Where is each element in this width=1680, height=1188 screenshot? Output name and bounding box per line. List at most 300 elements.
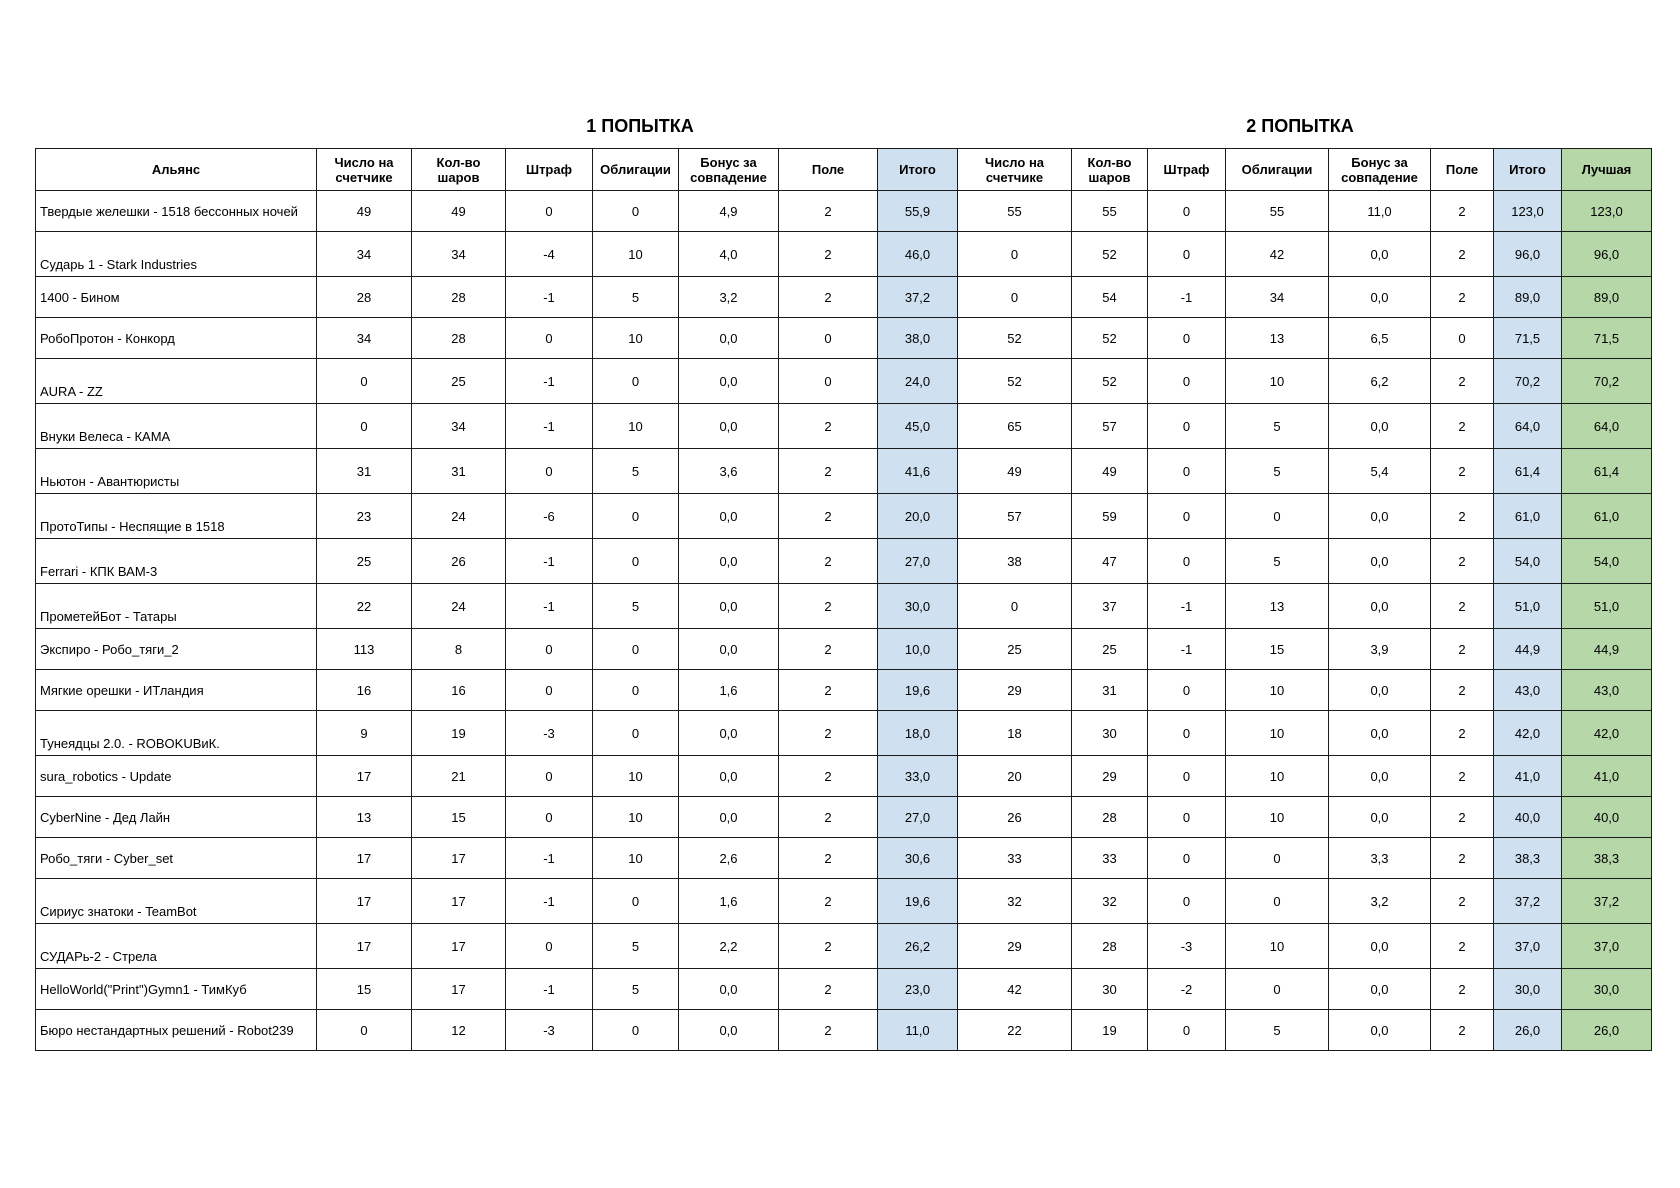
attempt-2-balls-cell: 52: [1072, 359, 1148, 404]
attempt-1-field-cell: 2: [779, 670, 878, 711]
attempt-2-bonds-cell: 5: [1226, 539, 1329, 584]
attempt-1-penalty-cell: -6: [506, 494, 593, 539]
attempt-1-counter-cell: 17: [317, 924, 412, 969]
attempt-1-balls-cell: 17: [412, 879, 506, 924]
attempt-1-field-cell: 2: [779, 879, 878, 924]
attempt-2-bonus-cell: 0,0: [1329, 584, 1431, 629]
attempt-1-penalty-cell: 0: [506, 797, 593, 838]
attempt-2-total-cell: 123,0: [1494, 191, 1562, 232]
attempt-1-field-cell: 2: [779, 584, 878, 629]
table-row: [36, 539, 1652, 584]
alliance-name: Твердые желешки - 1518 бессонных ночей: [36, 191, 317, 232]
attempt-2-total-cell: 38,3: [1494, 838, 1562, 879]
attempt-2-field-cell: 2: [1431, 711, 1494, 756]
attempt-1-counter-cell: 34: [317, 318, 412, 359]
attempt-1-bonus-cell: 0,0: [679, 494, 779, 539]
attempt-2-total-cell: 70,2: [1494, 359, 1562, 404]
alliance-name: ПрометейБот - Татары: [36, 584, 317, 629]
attempt-2-penalty-cell: 0: [1148, 838, 1226, 879]
attempt-2-counter-cell: 0: [958, 277, 1072, 318]
attempt-1-penalty-cell: 0: [506, 756, 593, 797]
attempt-1-balls-cell: 21: [412, 756, 506, 797]
header-balls-2: Кол-во шаров: [1072, 149, 1148, 191]
attempt-2-counter-cell: 0: [958, 232, 1072, 277]
table-row: [36, 797, 1652, 838]
best-score-cell: 30,0: [1562, 969, 1652, 1010]
attempt-1-total-cell: 30,6: [878, 838, 958, 879]
attempt-1-penalty-cell: -3: [506, 711, 593, 756]
alliance-name: Внуки Велеса - КАМА: [36, 404, 317, 449]
attempt-2-field-cell: 2: [1431, 924, 1494, 969]
attempt-2-total-cell: 51,0: [1494, 584, 1562, 629]
attempt-2-total-cell: 30,0: [1494, 969, 1562, 1010]
attempt-2-field-cell: 0: [1431, 318, 1494, 359]
attempt-1-field-cell: 2: [779, 924, 878, 969]
attempt-1-total-cell: 55,9: [878, 191, 958, 232]
attempt-1-balls-cell: 24: [412, 584, 506, 629]
best-score-cell: 37,0: [1562, 924, 1652, 969]
attempt-1-total-cell: 23,0: [878, 969, 958, 1010]
header-bonus-2: Бонус за совпадение: [1329, 149, 1431, 191]
attempt-2-field-cell: 2: [1431, 756, 1494, 797]
attempt-2-bonds-cell: 42: [1226, 232, 1329, 277]
attempt-1-field-cell: 2: [779, 969, 878, 1010]
attempt-2-balls-cell: 49: [1072, 449, 1148, 494]
attempt-2-balls-cell: 30: [1072, 969, 1148, 1010]
attempt-1-total-cell: 20,0: [878, 494, 958, 539]
alliance-name: СУДАРь-2 - Стрела: [36, 924, 317, 969]
best-score-cell: 64,0: [1562, 404, 1652, 449]
attempt-1-bonds-cell: 0: [593, 1010, 679, 1051]
attempt-1-counter-cell: 17: [317, 879, 412, 924]
attempt-1-field-cell: 2: [779, 539, 878, 584]
attempt-1-bonus-cell: 4,9: [679, 191, 779, 232]
header-total-1: Итого: [878, 149, 958, 191]
attempt-1-counter-cell: 13: [317, 797, 412, 838]
attempt-2-balls-cell: 28: [1072, 797, 1148, 838]
attempt-1-penalty-cell: 0: [506, 191, 593, 232]
attempt-2-penalty-cell: 0: [1148, 404, 1226, 449]
attempt-1-counter-cell: 17: [317, 838, 412, 879]
attempt-2-total-cell: 54,0: [1494, 539, 1562, 584]
alliance-name: AURA - ZZ: [36, 359, 317, 404]
attempt-1-counter-cell: 16: [317, 670, 412, 711]
attempt-2-penalty-cell: 0: [1148, 318, 1226, 359]
alliance-name: 1400 - Бином: [36, 277, 317, 318]
alliance-name: Ньютон - Авантюристы: [36, 449, 317, 494]
attempt-1-counter-cell: 28: [317, 277, 412, 318]
attempt-2-title: 2 ПОПЫТКА: [1246, 116, 1354, 136]
attempt-2-balls-cell: 19: [1072, 1010, 1148, 1051]
attempt-2-bonds-cell: 10: [1226, 797, 1329, 838]
attempt-2-total-cell: 42,0: [1494, 711, 1562, 756]
attempt-2-balls-cell: 54: [1072, 277, 1148, 318]
attempt-1-bonds-cell: 0: [593, 494, 679, 539]
table-row: [36, 879, 1652, 924]
attempt-1-bonus-cell: 0,0: [679, 711, 779, 756]
attempt-1-total-cell: 46,0: [878, 232, 958, 277]
attempt-1-bonus-cell: 0,0: [679, 756, 779, 797]
header-total-2: Итого: [1494, 149, 1562, 191]
attempt-1-bonus-cell: 0,0: [679, 318, 779, 359]
attempt-2-counter-cell: 22: [958, 1010, 1072, 1051]
attempt-2-field-cell: 2: [1431, 629, 1494, 670]
attempt-2-bonds-cell: 10: [1226, 711, 1329, 756]
attempt-1-bonds-cell: 0: [593, 191, 679, 232]
attempt-1-bonus-cell: 4,0: [679, 232, 779, 277]
attempt-1-balls-cell: 16: [412, 670, 506, 711]
best-score-cell: 71,5: [1562, 318, 1652, 359]
attempt-2-penalty-cell: 0: [1148, 232, 1226, 277]
attempt-2-balls-cell: 29: [1072, 756, 1148, 797]
attempt-2-counter-cell: 52: [958, 318, 1072, 359]
header-counter-1: Число на счетчике: [317, 149, 412, 191]
attempt-2-field-cell: 2: [1431, 969, 1494, 1010]
attempt-2-balls-cell: 30: [1072, 711, 1148, 756]
attempt-1-counter-cell: 22: [317, 584, 412, 629]
attempt-1-bonus-cell: 2,2: [679, 924, 779, 969]
attempt-2-bonds-cell: 0: [1226, 879, 1329, 924]
attempt-2-field-cell: 2: [1431, 494, 1494, 539]
attempt-2-penalty-cell: 0: [1148, 359, 1226, 404]
table-row: [36, 838, 1652, 879]
attempt-1-field-cell: 0: [779, 359, 878, 404]
attempt-1-bonds-cell: 0: [593, 539, 679, 584]
attempt-1-bonds-cell: 5: [593, 924, 679, 969]
attempt-2-bonus-cell: 11,0: [1329, 191, 1431, 232]
header-bonus-1: Бонус за совпадение: [679, 149, 779, 191]
alliance-name: Сударь 1 - Stark Industries: [36, 232, 317, 277]
attempt-1-bonds-cell: 10: [593, 756, 679, 797]
attempt-2-total-cell: 61,0: [1494, 494, 1562, 539]
attempt-2-bonus-cell: 3,9: [1329, 629, 1431, 670]
table-row: [36, 969, 1652, 1010]
header-penalty-2: Штраф: [1148, 149, 1226, 191]
attempt-2-bonds-cell: 0: [1226, 969, 1329, 1010]
table-row: [36, 318, 1652, 359]
attempt-1-penalty-cell: -1: [506, 359, 593, 404]
table-row: [36, 584, 1652, 629]
attempt-1-total-cell: 26,2: [878, 924, 958, 969]
attempt-1-bonus-cell: 3,6: [679, 449, 779, 494]
attempt-2-counter-cell: 57: [958, 494, 1072, 539]
attempt-1-field-cell: 2: [779, 277, 878, 318]
best-score-cell: 38,3: [1562, 838, 1652, 879]
alliance-name: Тунеядцы 2.0. - ROBOKUВиК.: [36, 711, 317, 756]
attempt-1-bonds-cell: 5: [593, 584, 679, 629]
attempt-2-bonds-cell: 10: [1226, 359, 1329, 404]
attempt-1-field-cell: 2: [779, 1010, 878, 1051]
attempt-2-total-cell: 43,0: [1494, 670, 1562, 711]
attempt-2-penalty-cell: -1: [1148, 584, 1226, 629]
attempt-1-bonds-cell: 10: [593, 404, 679, 449]
results-table: [35, 148, 1652, 1051]
attempt-2-counter-cell: 20: [958, 756, 1072, 797]
attempt-2-penalty-cell: 0: [1148, 797, 1226, 838]
table-row: [36, 756, 1652, 797]
attempt-1-field-cell: 2: [779, 797, 878, 838]
attempt-1-balls-cell: 26: [412, 539, 506, 584]
attempt-1-penalty-cell: -1: [506, 277, 593, 318]
alliance-name: sura_robotics - Update: [36, 756, 317, 797]
attempt-1-bonds-cell: 5: [593, 969, 679, 1010]
attempt-2-counter-cell: 42: [958, 969, 1072, 1010]
attempt-1-counter-cell: 15: [317, 969, 412, 1010]
attempt-2-penalty-cell: 0: [1148, 879, 1226, 924]
best-score-cell: 70,2: [1562, 359, 1652, 404]
attempt-1-total-cell: 19,6: [878, 670, 958, 711]
attempt-1-penalty-cell: 0: [506, 670, 593, 711]
attempt-2-total-cell: 40,0: [1494, 797, 1562, 838]
attempt-1-penalty-cell: 0: [506, 318, 593, 359]
attempt-2-balls-cell: 37: [1072, 584, 1148, 629]
attempt-1-balls-cell: 24: [412, 494, 506, 539]
attempt-2-counter-cell: 25: [958, 629, 1072, 670]
attempt-1-balls-cell: 25: [412, 359, 506, 404]
attempt-1-field-cell: 2: [779, 711, 878, 756]
attempt-1-title: 1 ПОПЫТКА: [586, 116, 694, 136]
attempt-1-counter-cell: 34: [317, 232, 412, 277]
attempt-1-counter-cell: 49: [317, 191, 412, 232]
attempt-1-balls-cell: 15: [412, 797, 506, 838]
best-score-cell: 61,0: [1562, 494, 1652, 539]
best-score-cell: 43,0: [1562, 670, 1652, 711]
attempt-2-total-cell: 96,0: [1494, 232, 1562, 277]
attempt-1-bonds-cell: 0: [593, 879, 679, 924]
header-alliance: Альянс: [36, 149, 317, 191]
header-field-1: Поле: [779, 149, 878, 191]
attempt-2-bonus-cell: 0,0: [1329, 756, 1431, 797]
attempt-2-bonds-cell: 5: [1226, 404, 1329, 449]
attempt-2-balls-cell: 52: [1072, 318, 1148, 359]
attempt-2-bonus-cell: 3,2: [1329, 879, 1431, 924]
attempt-1-bonus-cell: 1,6: [679, 879, 779, 924]
attempt-2-field-cell: 2: [1431, 797, 1494, 838]
attempt-1-field-cell: 0: [779, 318, 878, 359]
attempt-1-penalty-cell: -1: [506, 969, 593, 1010]
attempt-1-balls-cell: 34: [412, 404, 506, 449]
attempt-1-penalty-cell: 0: [506, 924, 593, 969]
attempt-2-penalty-cell: 0: [1148, 711, 1226, 756]
attempt-2-counter-cell: 32: [958, 879, 1072, 924]
attempt-2-field-cell: 2: [1431, 191, 1494, 232]
header-row: [36, 149, 1652, 191]
attempt-2-bonus-cell: 0,0: [1329, 924, 1431, 969]
table-row: [36, 924, 1652, 969]
attempt-2-bonds-cell: 10: [1226, 670, 1329, 711]
table-row: [36, 359, 1652, 404]
attempt-1-field-cell: 2: [779, 191, 878, 232]
attempt-2-counter-cell: 26: [958, 797, 1072, 838]
attempt-2-counter-cell: 0: [958, 584, 1072, 629]
attempt-1-counter-cell: 0: [317, 359, 412, 404]
table-row: [36, 277, 1652, 318]
attempt-2-penalty-cell: 0: [1148, 670, 1226, 711]
attempt-2-counter-cell: 33: [958, 838, 1072, 879]
attempt-2-bonds-cell: 5: [1226, 449, 1329, 494]
alliance-name: CyberNine - Дед Лайн: [36, 797, 317, 838]
attempt-1-bonus-cell: 0,0: [679, 539, 779, 584]
alliance-name: РобоПротон - Конкорд: [36, 318, 317, 359]
attempt-1-field-cell: 2: [779, 449, 878, 494]
attempt-1-balls-cell: 17: [412, 838, 506, 879]
header-balls-1: Кол-во шаров: [412, 149, 506, 191]
attempt-2-bonds-cell: 34: [1226, 277, 1329, 318]
attempt-2-counter-cell: 38: [958, 539, 1072, 584]
attempt-2-bonds-cell: 0: [1226, 494, 1329, 539]
best-score-cell: 123,0: [1562, 191, 1652, 232]
alliance-name: Бюро нестандартных решений - Robot239: [36, 1010, 317, 1051]
attempt-2-total-cell: 71,5: [1494, 318, 1562, 359]
alliance-name: HelloWorld("Print")Gymn1 - ТимКуб: [36, 969, 317, 1010]
attempt-2-bonus-cell: 0,0: [1329, 711, 1431, 756]
attempt-1-penalty-cell: -1: [506, 838, 593, 879]
attempt-2-counter-cell: 29: [958, 670, 1072, 711]
alliance-name: Мягкие орешки - ИТландия: [36, 670, 317, 711]
attempt-1-counter-cell: 31: [317, 449, 412, 494]
attempt-2-balls-cell: 31: [1072, 670, 1148, 711]
best-score-cell: 89,0: [1562, 277, 1652, 318]
attempt-1-balls-cell: 8: [412, 629, 506, 670]
attempt-2-penalty-cell: -3: [1148, 924, 1226, 969]
attempt-1-total-cell: 11,0: [878, 1010, 958, 1051]
attempt-2-balls-cell: 57: [1072, 404, 1148, 449]
attempt-2-counter-cell: 29: [958, 924, 1072, 969]
attempt-1-penalty-cell: -4: [506, 232, 593, 277]
attempt-2-bonus-cell: 0,0: [1329, 494, 1431, 539]
attempt-2-balls-cell: 28: [1072, 924, 1148, 969]
attempt-2-total-cell: 89,0: [1494, 277, 1562, 318]
attempt-1-total-cell: 38,0: [878, 318, 958, 359]
attempt-2-penalty-cell: 0: [1148, 191, 1226, 232]
attempt-1-bonus-cell: 0,0: [679, 969, 779, 1010]
attempt-2-total-cell: 61,4: [1494, 449, 1562, 494]
attempt-1-counter-cell: 23: [317, 494, 412, 539]
best-score-cell: 37,2: [1562, 879, 1652, 924]
attempt-1-bonds-cell: 5: [593, 449, 679, 494]
attempt-2-bonus-cell: 3,3: [1329, 838, 1431, 879]
attempt-1-field-cell: 2: [779, 756, 878, 797]
header-counter-2: Число на счетчике: [958, 149, 1072, 191]
attempt-1-field-cell: 2: [779, 232, 878, 277]
attempt-1-bonds-cell: 10: [593, 318, 679, 359]
table-row: [36, 629, 1652, 670]
attempt-1-bonds-cell: 10: [593, 232, 679, 277]
attempt-2-bonus-cell: 5,4: [1329, 449, 1431, 494]
attempt-1-balls-cell: 31: [412, 449, 506, 494]
alliance-name: ПротоТипы - Неспящие в 1518: [36, 494, 317, 539]
attempt-1-field-cell: 2: [779, 629, 878, 670]
attempt-1-counter-cell: 113: [317, 629, 412, 670]
attempt-1-total-cell: 30,0: [878, 584, 958, 629]
attempt-1-bonus-cell: 0,0: [679, 629, 779, 670]
attempt-1-balls-cell: 28: [412, 277, 506, 318]
attempt-1-total-cell: 33,0: [878, 756, 958, 797]
attempt-2-field-cell: 2: [1431, 232, 1494, 277]
attempt-1-balls-cell: 49: [412, 191, 506, 232]
alliance-name: Сириус знатоки - TeamBot: [36, 879, 317, 924]
attempt-1-counter-cell: 9: [317, 711, 412, 756]
attempt-1-bonus-cell: 0,0: [679, 584, 779, 629]
attempt-2-penalty-cell: -1: [1148, 277, 1226, 318]
attempt-2-field-cell: 2: [1431, 584, 1494, 629]
attempt-1-total-cell: 24,0: [878, 359, 958, 404]
attempt-2-bonds-cell: 13: [1226, 318, 1329, 359]
attempt-2-balls-cell: 33: [1072, 838, 1148, 879]
attempt-1-bonus-cell: 0,0: [679, 797, 779, 838]
attempt-1-total-cell: 19,6: [878, 879, 958, 924]
table-row: [36, 1010, 1652, 1051]
attempt-2-counter-cell: 65: [958, 404, 1072, 449]
results-body: [36, 191, 1652, 1051]
alliance-name: Экспиро - Робо_тяги_2: [36, 629, 317, 670]
attempt-2-balls-cell: 59: [1072, 494, 1148, 539]
best-score-cell: 42,0: [1562, 711, 1652, 756]
attempt-1-balls-cell: 12: [412, 1010, 506, 1051]
attempt-2-balls-cell: 32: [1072, 879, 1148, 924]
attempt-2-bonus-cell: 0,0: [1329, 232, 1431, 277]
attempt-2-bonus-cell: 0,0: [1329, 670, 1431, 711]
best-score-cell: 96,0: [1562, 232, 1652, 277]
attempt-2-field-cell: 2: [1431, 838, 1494, 879]
attempt-1-total-cell: 27,0: [878, 539, 958, 584]
attempt-1-bonds-cell: 10: [593, 838, 679, 879]
attempt-1-bonus-cell: 0,0: [679, 359, 779, 404]
attempt-2-field-cell: 2: [1431, 1010, 1494, 1051]
attempt-2-total-cell: 64,0: [1494, 404, 1562, 449]
attempt-2-field-cell: 2: [1431, 277, 1494, 318]
attempt-2-penalty-cell: 0: [1148, 756, 1226, 797]
table-row: [36, 404, 1652, 449]
attempt-2-bonds-cell: 10: [1226, 924, 1329, 969]
table-row: [36, 670, 1652, 711]
attempt-2-bonds-cell: 55: [1226, 191, 1329, 232]
attempt-2-bonds-cell: 10: [1226, 756, 1329, 797]
attempt-1-field-cell: 2: [779, 494, 878, 539]
attempt-2-balls-cell: 25: [1072, 629, 1148, 670]
attempt-2-counter-cell: 18: [958, 711, 1072, 756]
attempt-1-balls-cell: 34: [412, 232, 506, 277]
attempt-1-bonus-cell: 3,2: [679, 277, 779, 318]
attempt-2-balls-cell: 52: [1072, 232, 1148, 277]
attempt-2-balls-cell: 55: [1072, 191, 1148, 232]
table-row: [36, 449, 1652, 494]
best-score-cell: 54,0: [1562, 539, 1652, 584]
attempt-2-bonus-cell: 0,0: [1329, 797, 1431, 838]
attempt-1-bonus-cell: 1,6: [679, 670, 779, 711]
attempt-1-total-cell: 45,0: [878, 404, 958, 449]
attempt-2-balls-cell: 47: [1072, 539, 1148, 584]
attempt-1-penalty-cell: 0: [506, 629, 593, 670]
header-bonds-2: Облигации: [1226, 149, 1329, 191]
attempt-2-penalty-cell: 0: [1148, 449, 1226, 494]
attempt-1-penalty-cell: -1: [506, 404, 593, 449]
attempt-2-bonds-cell: 0: [1226, 838, 1329, 879]
attempt-2-bonus-cell: 6,5: [1329, 318, 1431, 359]
attempt-1-penalty-cell: -1: [506, 879, 593, 924]
attempt-1-bonds-cell: 5: [593, 277, 679, 318]
attempt-2-field-cell: 2: [1431, 879, 1494, 924]
attempt-2-counter-cell: 55: [958, 191, 1072, 232]
table-row: [36, 494, 1652, 539]
attempt-1-bonds-cell: 0: [593, 629, 679, 670]
header-best: Лучшая: [1562, 149, 1652, 191]
attempt-2-penalty-cell: -1: [1148, 629, 1226, 670]
attempt-1-balls-cell: 19: [412, 711, 506, 756]
attempt-2-counter-cell: 52: [958, 359, 1072, 404]
table-row: [36, 711, 1652, 756]
attempt-1-total-cell: 10,0: [878, 629, 958, 670]
